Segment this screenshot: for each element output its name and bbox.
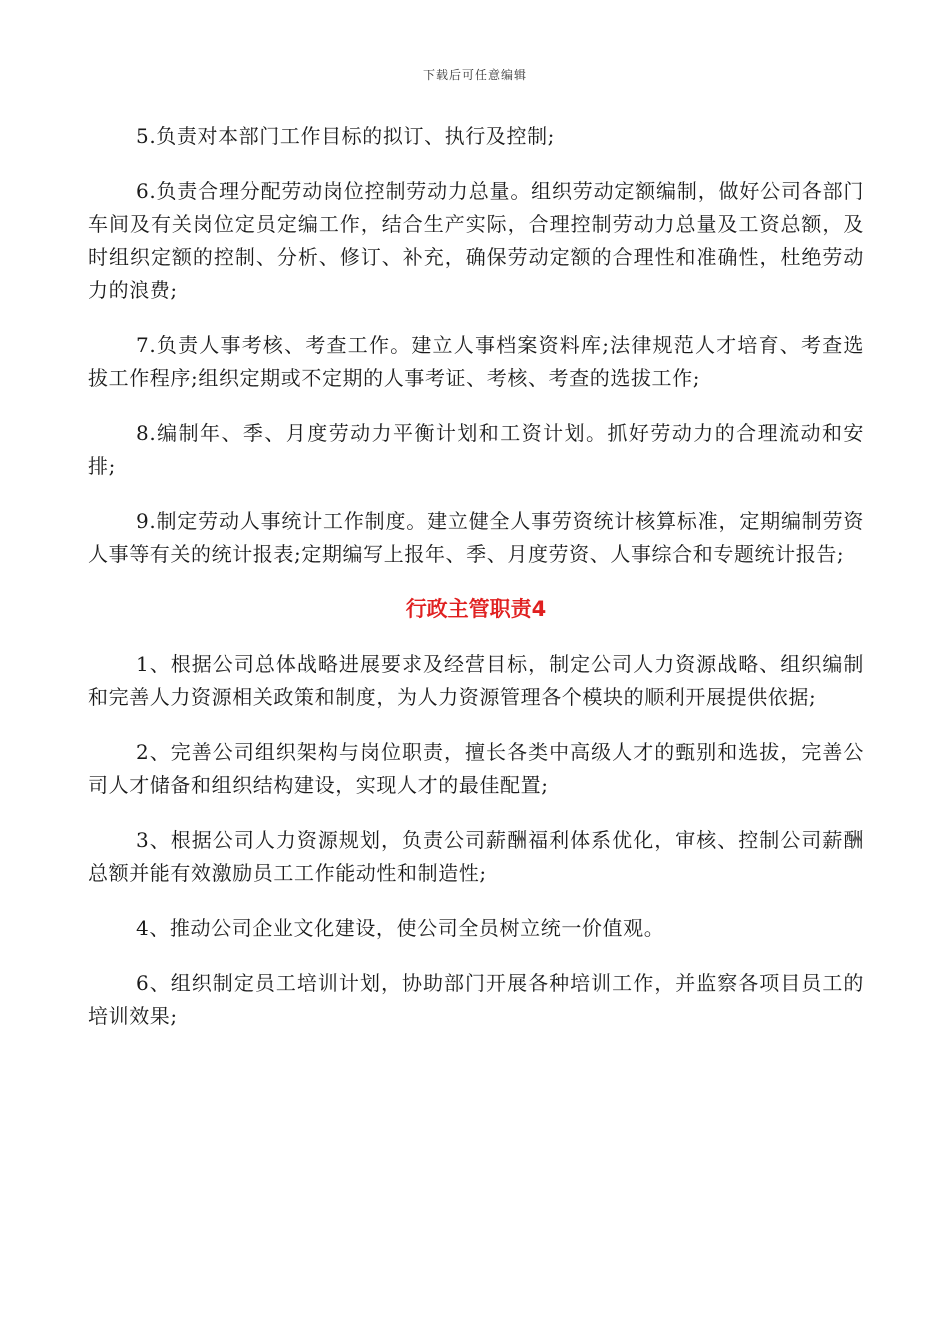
duty-item-1: 1、根据公司总体战略进展要求及经营目标，制定公司人力资源战略、组织编制和完善人力资源相关政策和制度，为人力资源管理各个模块的顺利开展提供依据; [88,652,864,709]
duty-item-2: 2、完善公司组织架构与岗位职责，擅长各类中高级人才的甄别和选拔，完善公司人才储备和组织结构建设，实现人才的最佳配置; [88,740,864,797]
paragraph-item-5: 5.负责对本部门工作目标的拟订、执行及控制; [136,124,556,148]
paragraph-item-7: 7.负责人事考核、考查工作。建立人事档案资料库;法律规范人才培育、考查选拔工作程序;组织定期或不定期的人事考证、考核、考查的选拔工作; [88,333,864,390]
document-body [88,120,864,1055]
section-title: 行政主管职责4 [405,597,547,621]
header-note: 下载后可任意编辑 [422,68,527,82]
paragraph-item-9: 9.制定劳动人事统计工作制度。建立健全人事劳资统计核算标准，定期编制劳资人事等有关的统计报表;定期编写上报年、季、月度劳资、人事综合和专题统计报告; [88,509,864,566]
duty-item-6: 6、组织制定员工培训计划，协助部门开展各种培训工作，并监察各项目员工的培训效果; [88,971,864,1028]
duty-item-4: 4、推动公司企业文化建设，使公司全员树立统一价值观。 [136,916,665,940]
paragraph-item-8: 8.编制年、季、月度劳动力平衡计划和工资计划。抓好劳动力的合理流动和安排; [88,421,864,478]
duty-item-3: 3、根据公司人力资源规划，负责公司薪酬福利体系优化，审核、控制公司薪酬总额并能有效激励员工工作能动性和制造性; [88,828,864,885]
paragraph-item-6: 6.负责合理分配劳动岗位控制劳动力总量。组织劳动定额编制，做好公司各部门车间及有关岗位定员定编工作，结合生产实际，合理控制劳动力总量及工资总额，及时组织定额的控制、分析、修订、补充，确保劳动定额的合理性和准确性，杜绝劳动力的浪费; [88,179,864,302]
